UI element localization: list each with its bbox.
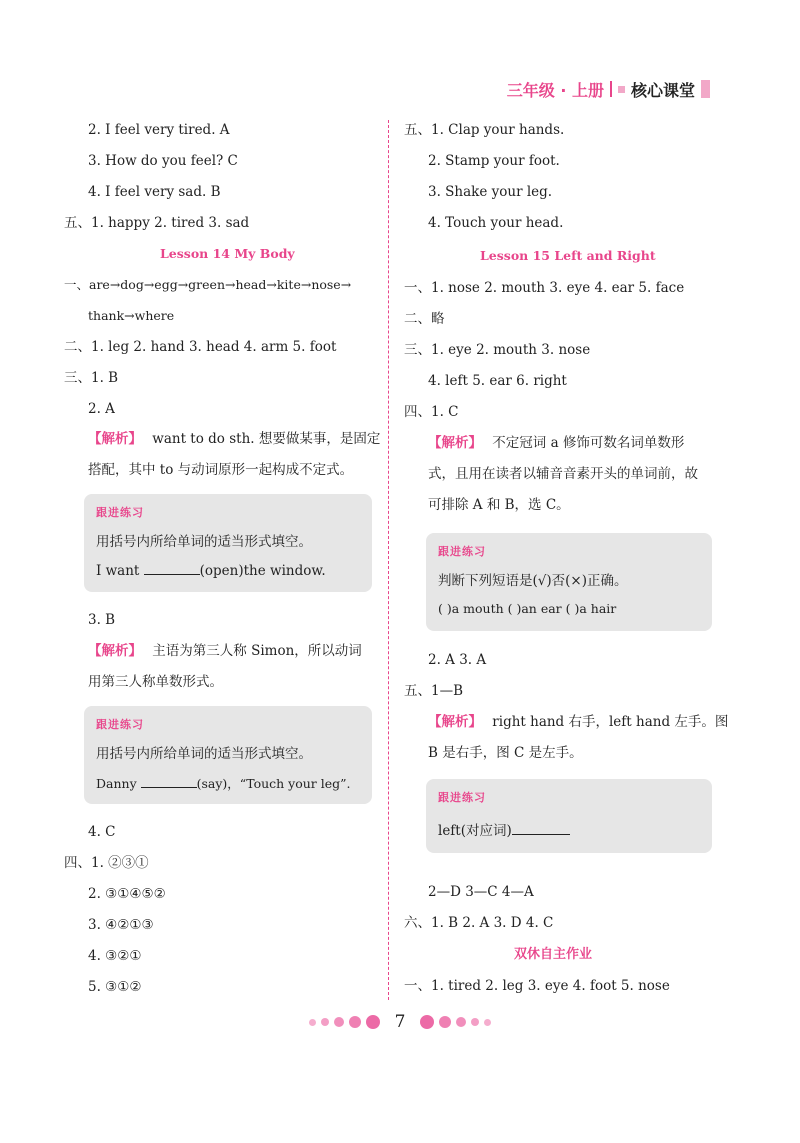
answer-line: 4. I feel very sad. B [88, 184, 221, 200]
lesson-15-title: Lesson 15 Left and Right [480, 248, 656, 263]
dot-icon [321, 1018, 329, 1026]
answer-line: 4. Touch your head. [428, 215, 564, 231]
practice-title: 跟进练习 [438, 791, 486, 804]
practice-box [84, 706, 372, 804]
answer-line: 四、1. C [404, 404, 459, 420]
header-separator [610, 81, 612, 97]
practice-text: I want [96, 563, 144, 579]
practice-text: Danny [96, 776, 141, 791]
analysis-line: B 是右手，图 C 是左手。 [428, 745, 583, 761]
dot-icon [484, 1019, 491, 1026]
analysis-line: 可排除 A 和 B，选 C。 [428, 497, 570, 513]
dot-icon [471, 1018, 479, 1026]
analysis-line [88, 430, 380, 448]
practice-question [96, 774, 351, 792]
analysis-tag: 【解析】 [428, 435, 482, 451]
answer-line: 三、1. eye 2. mouth 3. nose [404, 342, 591, 358]
analysis-text: want to do sth. 想要做某事，是固定 [152, 431, 381, 447]
practice-instruction: 用括号内所给单词的适当形式填空。 [96, 534, 312, 550]
answer-line: 5. ③①② [88, 979, 142, 995]
answer-line: 2. I feel very tired. A [88, 122, 230, 138]
header-square-icon [618, 86, 625, 93]
answer-line: 4. left 5. ear 6. right [428, 373, 567, 389]
answer-line: 4. ③②① [88, 948, 142, 964]
answer-line: 五、1—B [404, 683, 464, 699]
dot-icon [420, 1015, 434, 1029]
header-bar-icon [701, 80, 710, 98]
analysis-tag: 【解析】 [428, 714, 482, 730]
answer-line: 2. A [88, 401, 115, 417]
practice-text: (say)，“Touch your leg”. [196, 776, 351, 791]
practice-text: (open)the window. [199, 563, 326, 579]
header-grade: 三年级 · 上册 [506, 80, 604, 100]
practice-box [426, 779, 712, 853]
answer-blank[interactable] [141, 775, 197, 788]
page-header [507, 76, 710, 102]
page-footer [0, 1010, 800, 1034]
column-divider [388, 120, 389, 1000]
answer-line: 三、1. B [64, 370, 119, 386]
answer-line: 二、略 [404, 311, 445, 327]
answer-line: 一、1. nose 2. mouth 3. eye 4. ear 5. face [404, 280, 685, 296]
practice-box [84, 494, 372, 592]
answer-line: 一、are→dog→egg→green→head→kite→nose→ [64, 277, 352, 292]
analysis-text: right hand 右手，left hand 左手。图 [492, 714, 729, 730]
practice-title: 跟进练习 [96, 718, 144, 731]
practice-instruction: 判断下列短语是(√)否(×)正确。 [438, 573, 628, 589]
analysis-line: 式，且用在读者以辅音音素开头的单词前，故 [428, 466, 698, 482]
practice-question: ( )a mouth ( )an ear ( )a hair [438, 601, 617, 616]
practice-text: left(对应词) [438, 823, 512, 839]
dot-icon [334, 1017, 344, 1027]
answer-line: 二、1. leg 2. hand 3. head 4. arm 5. foot [64, 339, 337, 355]
analysis-text: 主语为第三人称 Simon，所以动词 [152, 643, 362, 659]
dot-icon [349, 1016, 361, 1028]
practice-box [426, 533, 712, 631]
analysis-line: 搭配，其中 to 与动词原形一起构成不定式。 [88, 462, 354, 478]
answer-line: 2. ③①④⑤② [88, 886, 166, 902]
answer-line: 2. A 3. A [428, 652, 487, 668]
dot-icon [309, 1019, 316, 1026]
practice-title: 跟进练习 [438, 545, 486, 558]
answer-line: 3. How do you feel? C [88, 153, 238, 169]
analysis-line [88, 642, 362, 660]
practice-instruction: 用括号内所给单词的适当形式填空。 [96, 746, 312, 762]
answer-line: 六、1. B 2. A 3. D 4. C [404, 915, 554, 931]
page-number: 7 [394, 1012, 406, 1032]
answer-line: 四、1. ②③① [64, 855, 149, 871]
answer-line: 3. Shake your leg. [428, 184, 553, 200]
answer-line: 2—D 3—C 4—A [428, 884, 534, 900]
analysis-line: 用第三人称单数形式。 [88, 674, 223, 690]
analysis-line [428, 434, 684, 452]
analysis-line [428, 713, 728, 731]
answer-line: 一、1. tired 2. leg 3. eye 4. foot 5. nose [404, 978, 670, 994]
answer-line: 2. Stamp your foot. [428, 153, 560, 169]
analysis-tag: 【解析】 [88, 643, 142, 659]
practice-question [438, 819, 570, 839]
answer-line: 五、1. happy 2. tired 3. sad [64, 215, 250, 231]
answer-line: thank→where [88, 308, 175, 323]
analysis-text: 不定冠词 a 修饰可数名词单数形 [492, 435, 685, 451]
answer-line: 五、1. Clap your hands. [404, 122, 565, 138]
answer-line: 3. ④②①③ [88, 917, 154, 933]
dot-icon [366, 1015, 380, 1029]
answer-line: 4. C [88, 824, 116, 840]
section-title: 双休自主作业 [514, 947, 593, 962]
header-title: 核心课堂 [630, 80, 695, 100]
analysis-tag: 【解析】 [88, 431, 142, 447]
practice-title: 跟进练习 [96, 506, 144, 519]
dot-icon [456, 1017, 466, 1027]
answer-line: 3. B [88, 612, 116, 628]
answer-blank[interactable] [512, 822, 570, 835]
practice-question [96, 562, 326, 579]
answer-blank[interactable] [144, 562, 200, 575]
dot-icon [439, 1016, 451, 1028]
lesson-14-title: Lesson 14 My Body [160, 246, 295, 261]
